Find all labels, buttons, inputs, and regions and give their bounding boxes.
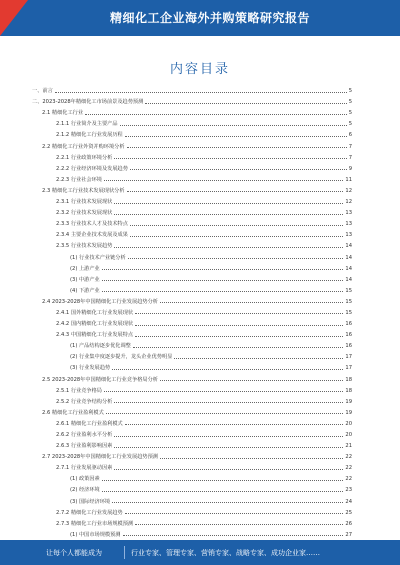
- toc-entry[interactable]: [30, 205, 352, 216]
- toc-entry-label: 2.6 精细化工行业盈利模式: [42, 409, 104, 416]
- toc-entry[interactable]: [30, 505, 352, 516]
- toc-entry-page: 17: [345, 354, 352, 361]
- toc-leader-dots: [145, 103, 346, 104]
- toc-entry-page: 24: [345, 498, 352, 505]
- toc-leader-dots: [102, 269, 344, 270]
- toc-entry[interactable]: [30, 161, 352, 172]
- toc-entry-page: 15: [345, 309, 352, 316]
- toc-leader-dots: [102, 280, 344, 281]
- toc-entry[interactable]: [30, 338, 352, 349]
- toc-entry-page: 20: [345, 432, 352, 438]
- toc-entry-page: 15: [345, 298, 352, 305]
- toc-entry[interactable]: [30, 283, 352, 294]
- toc-entry-label: (2) 行业集中度逐步提升，龙头企业优势明显: [70, 354, 173, 361]
- toc-entry-page: 22: [345, 454, 352, 461]
- toc-entry-label: 2.2.2 行业经济环境及发展趋势: [56, 165, 128, 172]
- toc-entry-page: 22: [345, 476, 352, 483]
- report-title: 精细化工企业海外并购策略研究报告: [109, 11, 310, 25]
- toc-entry-label: 2.3.1 行业技术发展现状: [56, 199, 113, 206]
- toc-leader-dots: [127, 147, 347, 148]
- toc-leader-dots: [133, 347, 344, 348]
- toc-entry-label: 二、2023-2028年精细化工市场前景及趋势预测: [32, 99, 144, 106]
- toc-entry[interactable]: [30, 305, 352, 316]
- toc-entry-label: 2.2.1 行业政策环境分析: [56, 154, 113, 161]
- toc-leader-dots: [114, 158, 346, 159]
- toc-entry[interactable]: [30, 116, 352, 127]
- toc-entry-label: (4) 下游产业: [70, 287, 100, 294]
- toc-entry[interactable]: [30, 249, 352, 260]
- toc-entry[interactable]: [30, 150, 352, 161]
- toc-entry-label: 2.4.2 国内精细化工行业发展现状: [56, 321, 134, 328]
- toc-entry[interactable]: [30, 127, 352, 138]
- toc-entry-label: (2) 经济环境: [70, 487, 100, 494]
- toc-entry[interactable]: [30, 360, 352, 371]
- footer-slogan-right: 行业专家、管理专家、营销专家、战略专家、成功企业家……: [131, 549, 320, 557]
- toc-entry[interactable]: [30, 460, 352, 471]
- toc-entry-label: 2.6.1 精细化工行业盈利模式: [56, 420, 123, 427]
- toc-entry-label: 2.3 精细化工行业技术发展现状分析: [42, 187, 125, 194]
- toc-leader-dots: [125, 424, 344, 425]
- toc-leader-dots: [125, 136, 347, 137]
- toc-entry-label: 2.7.2 精细化工行业发展趋势: [56, 509, 123, 516]
- toc-leader-dots: [160, 458, 343, 459]
- toc-leader-dots: [160, 302, 343, 303]
- toc-entry-page: 20: [345, 420, 352, 427]
- toc-entry-label: 2.2.3 行业社会环境: [56, 176, 102, 183]
- toc-leader-dots: [127, 191, 344, 192]
- header-red-corner-decoration: [0, 0, 28, 36]
- toc-entry-label: 2.3.4 主要企业技术发展及成果: [56, 232, 128, 239]
- toc-entry-label: (1) 产品结构逐步优化调整: [70, 343, 131, 350]
- toc-entry[interactable]: [30, 405, 352, 416]
- toc-entry[interactable]: [30, 183, 352, 194]
- toc-entry-page: 23: [345, 487, 352, 494]
- footer-bar: [0, 540, 400, 565]
- toc-entry-label: (1) 中国市场规模预测: [70, 531, 121, 538]
- toc-entry[interactable]: [30, 327, 352, 338]
- toc-leader-dots: [114, 214, 343, 215]
- toc-entry[interactable]: [30, 238, 352, 249]
- toc-entry[interactable]: [30, 416, 352, 427]
- toc-leader-dots: [135, 524, 343, 525]
- toc-entry-page: 18: [345, 387, 352, 394]
- toc-leader-dots: [114, 469, 343, 470]
- toc-leader-dots: [114, 402, 343, 403]
- toc-entry-page: 11: [345, 176, 352, 183]
- toc-entry-page: 27: [345, 531, 352, 538]
- toc-entry-page: 26: [345, 520, 352, 527]
- toc-entry-page: 5: [348, 99, 352, 106]
- toc-entry-label: 2.7 2023-2028年中国精细化工行业发展趋势预测: [42, 454, 158, 461]
- toc-entry-label: (1) 政策因素: [70, 476, 100, 483]
- toc-leader-dots: [123, 535, 344, 536]
- toc-entry-label: 2.3.5 行业技术发展趋势: [56, 243, 113, 250]
- toc-entry-label: 2.4.1 国外精细化工行业发展现状: [56, 309, 134, 316]
- toc-entry-page: 5: [348, 121, 352, 128]
- toc-entry[interactable]: [30, 138, 352, 149]
- toc-entry-label: 2.4.3 中国精细化工行业发展特点: [56, 332, 134, 339]
- toc-entry-label: 2.3.3 行业技术人才及技术特点: [56, 221, 128, 228]
- toc-leader-dots: [114, 203, 343, 204]
- toc-entry[interactable]: [30, 449, 352, 460]
- toc-entry-page: 14: [345, 243, 352, 250]
- toc-entry-label: 2.7.3 精细化工行业市场规模预测: [56, 520, 134, 527]
- toc-entry[interactable]: [30, 427, 352, 438]
- toc-entry-page: 19: [345, 398, 352, 405]
- toc-leader-dots: [125, 513, 344, 514]
- toc-entry-page: 21: [345, 443, 352, 450]
- toc-entry-label: 2.6.2 行业盈利水平分析: [56, 432, 113, 438]
- toc-entry-page: 9: [348, 165, 352, 172]
- toc-leader-dots: [102, 491, 344, 492]
- toc-entry-label: 一、前言: [32, 88, 53, 95]
- footer-divider: [124, 546, 125, 559]
- toc-entry-page: 12: [345, 199, 352, 206]
- toc-entry-page: 7: [348, 154, 352, 161]
- report-header-bar: [0, 0, 400, 36]
- toc-entry-label: 2.5.1 行业竞争格局: [56, 387, 102, 394]
- toc-entry[interactable]: [30, 272, 352, 283]
- toc-entry[interactable]: [30, 471, 352, 482]
- toc-entry[interactable]: [30, 482, 352, 493]
- footer-slogan-left: 让每个人都能成为: [46, 549, 102, 557]
- toc-entry-page: 14: [345, 254, 352, 261]
- toc-heading: 内容目录: [169, 62, 230, 77]
- toc-entry[interactable]: [30, 394, 352, 405]
- toc-entry-page: 12: [345, 187, 352, 194]
- toc-entry[interactable]: [30, 216, 352, 227]
- toc-entry-page: 19: [345, 409, 352, 416]
- toc-leader-dots: [112, 502, 343, 503]
- toc-entry-page: 16: [345, 321, 352, 328]
- toc-leader-dots: [130, 169, 347, 170]
- toc-entry-label: (2) 上游产业: [70, 265, 100, 272]
- toc-entry-page: 14: [345, 265, 352, 272]
- toc-entry[interactable]: [30, 438, 352, 449]
- toc-entry-label: 2.6.3 行业盈利影响因素: [56, 443, 113, 450]
- toc-entry-page: 13: [345, 210, 352, 217]
- toc-entry[interactable]: [30, 83, 352, 94]
- toc-leader-dots: [114, 447, 343, 448]
- toc-entry-label: 2.1.1 行业简介及主要产品: [56, 121, 118, 128]
- toc-leader-dots: [130, 225, 343, 226]
- toc-entry[interactable]: [30, 383, 352, 394]
- toc-leader-dots: [104, 391, 343, 392]
- toc-entry-label: 2.2 精细化工行业外资并购环境分析: [42, 143, 125, 150]
- toc-entry-label: (1) 行业技术产业链分析: [70, 254, 126, 261]
- toc-leader-dots: [135, 325, 343, 326]
- toc-entry[interactable]: [30, 493, 352, 504]
- toc-entry-label: 2.1.2 精细化工行业发展历程: [56, 132, 123, 139]
- toc-entry-page: 14: [345, 276, 352, 283]
- toc-entry-page: 13: [345, 221, 352, 228]
- toc-entry[interactable]: [30, 516, 352, 527]
- toc-leader-dots: [174, 358, 343, 359]
- toc-entry-label: 2.1 精细化工行业: [42, 110, 84, 117]
- toc-leader-dots: [128, 258, 344, 259]
- toc-entry-page: 17: [345, 365, 352, 372]
- toc-leader-dots: [135, 336, 343, 337]
- toc-leader-dots: [85, 114, 347, 115]
- toc-entry-label: 2.3.2 行业技术发展现状: [56, 210, 113, 217]
- toc-leader-dots: [114, 436, 343, 437]
- toc-entry-page: 13: [345, 232, 352, 239]
- toc-entry-page: 22: [345, 465, 352, 472]
- toc-entry-page: 25: [345, 509, 352, 516]
- toc-entry-page: 6: [348, 132, 352, 139]
- toc-leader-dots: [135, 313, 343, 314]
- toc-entry-label: 2.7.1 行业发展驱动因素: [56, 465, 113, 472]
- toc-entry[interactable]: [30, 527, 352, 538]
- toc-entry[interactable]: [30, 172, 352, 183]
- toc-entry-page: 18: [345, 376, 352, 383]
- toc-entry[interactable]: [30, 194, 352, 205]
- toc-entry-page: 15: [345, 287, 352, 294]
- toc-entry-label: 2.5 2023-2028年中国精细化工行业竞争格局分析: [42, 376, 158, 383]
- toc-entry-label: 2.5.2 行业竞争结构分析: [56, 398, 113, 405]
- toc-leader-dots: [130, 236, 343, 237]
- toc-entry[interactable]: [30, 94, 352, 105]
- toc-entry[interactable]: [30, 227, 352, 238]
- toc-entry-page: 16: [345, 332, 352, 339]
- toc-leader-dots: [114, 247, 343, 248]
- toc-entry-label: (3) 行业发展趋势: [70, 365, 111, 372]
- toc-entry[interactable]: [30, 371, 352, 382]
- toc-leader-dots: [106, 413, 344, 414]
- toc-entry-label: (3) 国际经济环境: [70, 498, 111, 505]
- toc-entry[interactable]: [30, 294, 352, 305]
- toc-entry-label: (3) 中游产业: [70, 276, 100, 283]
- toc-entry[interactable]: [30, 349, 352, 360]
- toc-entry[interactable]: [30, 105, 352, 116]
- toc-leader-dots: [55, 92, 347, 93]
- toc-entry[interactable]: [30, 261, 352, 272]
- toc-leader-dots: [104, 180, 343, 181]
- toc-entry-page: 16: [345, 343, 352, 350]
- toc-entry-page: 7: [348, 143, 352, 150]
- toc-entry-page: 5: [348, 110, 352, 117]
- toc-entry-label: 2.4 2023-2028年中国精细化工行业发展趋势分析: [42, 298, 158, 305]
- table-of-contents: [30, 83, 352, 538]
- toc-leader-dots: [102, 480, 344, 481]
- toc-leader-dots: [120, 125, 347, 126]
- toc-leader-dots: [160, 380, 343, 381]
- toc-leader-dots: [112, 369, 343, 370]
- toc-entry[interactable]: [30, 316, 352, 327]
- toc-leader-dots: [102, 291, 344, 292]
- toc-entry-page: 5: [348, 88, 352, 95]
